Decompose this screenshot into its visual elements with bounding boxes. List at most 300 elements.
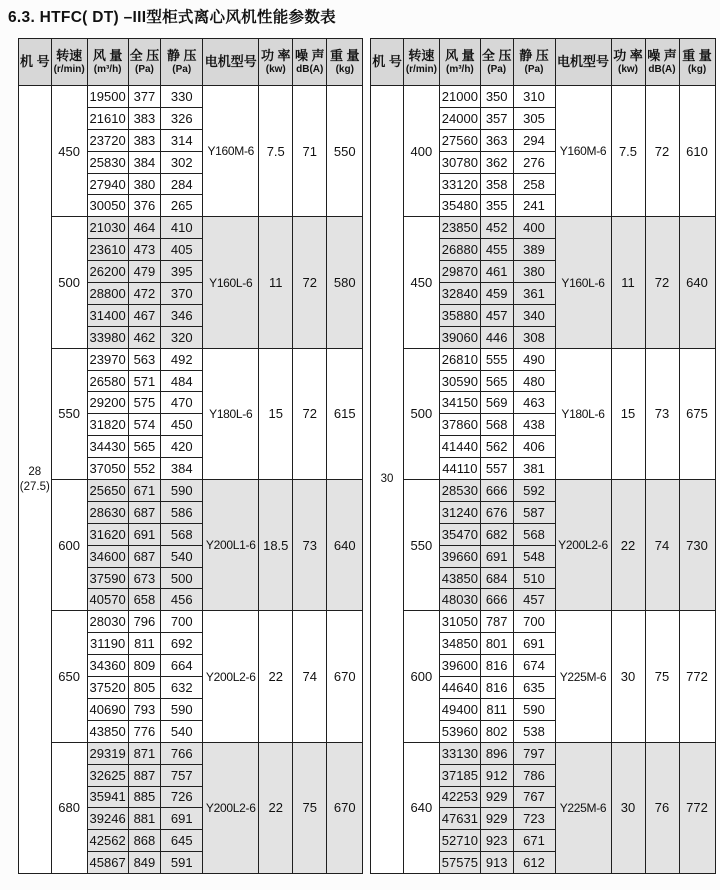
flow-cell: 53960 [439, 720, 480, 742]
flow-cell: 45867 [87, 852, 128, 874]
speed-cell: 650 [51, 611, 87, 742]
flow-cell: 34360 [87, 655, 128, 677]
noise-cell: 73 [293, 480, 327, 611]
total-pressure-cell: 687 [128, 545, 161, 567]
static-pressure-cell: 510 [513, 567, 555, 589]
table-row [371, 86, 715, 108]
static-pressure-cell: 612 [513, 852, 555, 874]
total-pressure-cell: 811 [480, 698, 513, 720]
power-cell: 11 [259, 217, 293, 348]
power-cell: 15 [259, 348, 293, 479]
speed-cell: 550 [403, 480, 439, 611]
static-pressure-cell: 346 [161, 304, 203, 326]
total-pressure-cell: 816 [480, 677, 513, 699]
noise-cell: 73 [645, 348, 679, 479]
header-row [19, 39, 363, 86]
motor-model-cell: Y200L2-6 [203, 611, 259, 742]
col-header-weight [679, 39, 715, 86]
total-pressure-cell: 562 [480, 436, 513, 458]
static-pressure-cell: 590 [161, 698, 203, 720]
static-pressure-cell: 586 [161, 501, 203, 523]
weight-cell: 772 [679, 742, 715, 873]
unit-no-line: 30 [380, 473, 394, 486]
static-pressure-cell: 320 [161, 326, 203, 348]
flow-cell: 48030 [439, 589, 480, 611]
static-pressure-cell: 700 [513, 611, 555, 633]
total-pressure-cell: 363 [480, 129, 513, 151]
total-pressure-cell: 809 [128, 655, 161, 677]
static-pressure-cell: 797 [513, 742, 555, 764]
col-header-total_pressure [128, 39, 161, 86]
static-pressure-cell: 484 [161, 370, 203, 392]
col-header-power [611, 39, 645, 86]
static-pressure-cell: 548 [513, 545, 555, 567]
static-pressure-cell: 308 [513, 326, 555, 348]
static-pressure-cell: 395 [161, 261, 203, 283]
static-pressure-cell: 691 [161, 808, 203, 830]
noise-cell: 76 [645, 742, 679, 873]
flow-cell: 41440 [439, 436, 480, 458]
total-pressure-cell: 671 [128, 480, 161, 502]
noise-cell: 75 [645, 611, 679, 742]
col-header-label: 功 率 [613, 48, 643, 64]
flow-cell: 35470 [439, 523, 480, 545]
noise-cell: 71 [293, 86, 327, 217]
col-header-label: 电机型号 [204, 54, 257, 70]
power-cell: 7.5 [611, 86, 645, 217]
unit-no-line: 28 [28, 465, 42, 478]
motor-model-cell: Y160L-6 [203, 217, 259, 348]
static-pressure-cell: 370 [161, 283, 203, 305]
flow-cell: 31050 [439, 611, 480, 633]
total-pressure-cell: 552 [128, 458, 161, 480]
total-pressure-cell: 568 [480, 414, 513, 436]
static-pressure-cell: 726 [161, 786, 203, 808]
flow-cell: 28630 [87, 501, 128, 523]
flow-cell: 31190 [87, 633, 128, 655]
col-header-unit: (m³/h) [445, 63, 474, 75]
flow-cell: 34850 [439, 633, 480, 655]
flow-cell: 37590 [87, 567, 128, 589]
static-pressure-cell: 389 [513, 239, 555, 261]
total-pressure-cell: 682 [480, 523, 513, 545]
flow-cell: 34150 [439, 392, 480, 414]
total-pressure-cell: 569 [480, 392, 513, 414]
flow-cell: 34430 [87, 436, 128, 458]
static-pressure-cell: 457 [513, 589, 555, 611]
col-header-unit: dB(A) [648, 63, 676, 75]
col-header-label: 风 量 [92, 48, 123, 64]
table-row [19, 348, 363, 370]
static-pressure-cell: 330 [161, 86, 203, 108]
flow-cell: 28530 [439, 480, 480, 502]
static-pressure-cell: 302 [161, 151, 203, 173]
flow-cell: 21610 [87, 107, 128, 129]
speed-cell: 640 [403, 742, 439, 873]
col-header-weight [327, 39, 363, 86]
col-header-label: 功 率 [260, 48, 291, 64]
flow-cell: 33120 [439, 173, 480, 195]
static-pressure-cell: 568 [513, 523, 555, 545]
flow-cell: 43850 [439, 567, 480, 589]
col-header-static_pressure [513, 39, 555, 86]
speed-cell: 550 [51, 348, 87, 479]
noise-cell: 75 [293, 742, 327, 873]
total-pressure-cell: 571 [128, 370, 161, 392]
total-pressure-cell: 574 [128, 414, 161, 436]
flow-cell: 32840 [439, 283, 480, 305]
total-pressure-cell: 565 [128, 436, 161, 458]
flow-cell: 24000 [439, 107, 480, 129]
flow-cell: 27560 [439, 129, 480, 151]
col-header-unit: (Pa) [487, 63, 507, 75]
total-pressure-cell: 666 [480, 480, 513, 502]
flow-cell: 29319 [87, 742, 128, 764]
table-row [371, 611, 715, 633]
static-pressure-cell: 361 [513, 283, 555, 305]
static-pressure-cell: 384 [161, 458, 203, 480]
total-pressure-cell: 462 [128, 326, 161, 348]
flow-cell: 26810 [439, 348, 480, 370]
flow-cell: 19500 [87, 86, 128, 108]
static-pressure-cell: 538 [513, 720, 555, 742]
total-pressure-cell: 923 [480, 830, 513, 852]
static-pressure-cell: 692 [161, 633, 203, 655]
col-header-label: 转速 [56, 48, 83, 64]
total-pressure-cell: 687 [128, 501, 161, 523]
flow-cell: 28030 [87, 611, 128, 633]
power-cell: 11 [611, 217, 645, 348]
static-pressure-cell: 480 [513, 370, 555, 392]
table-body [19, 86, 363, 874]
col-header-label: 重 量 [682, 48, 712, 64]
total-pressure-cell: 473 [128, 239, 161, 261]
header-row [371, 39, 715, 86]
flow-cell: 57575 [439, 852, 480, 874]
weight-cell: 640 [327, 480, 363, 611]
col-header-unit: (kg) [687, 63, 707, 75]
total-pressure-cell: 673 [128, 567, 161, 589]
flow-cell: 34600 [87, 545, 128, 567]
speed-cell: 400 [403, 86, 439, 217]
table-header [19, 39, 363, 86]
static-pressure-cell: 276 [513, 151, 555, 173]
total-pressure-cell: 355 [480, 195, 513, 217]
static-pressure-cell: 258 [513, 173, 555, 195]
static-pressure-cell: 284 [161, 173, 203, 195]
flow-cell: 23610 [87, 239, 128, 261]
total-pressure-cell: 929 [480, 786, 513, 808]
flow-cell: 31820 [87, 414, 128, 436]
weight-cell: 580 [327, 217, 363, 348]
static-pressure-cell: 664 [161, 655, 203, 677]
static-pressure-cell: 540 [161, 720, 203, 742]
motor-model-cell: Y160L-6 [555, 217, 611, 348]
static-pressure-cell: 587 [513, 501, 555, 523]
flow-cell: 30780 [439, 151, 480, 173]
flow-cell: 37520 [87, 677, 128, 699]
flow-cell: 37860 [439, 414, 480, 436]
static-pressure-cell: 492 [161, 348, 203, 370]
flow-cell: 26200 [87, 261, 128, 283]
col-header-label: 全 压 [129, 48, 160, 64]
motor-model-cell: Y160M-6 [203, 86, 259, 217]
flow-cell: 23970 [87, 348, 128, 370]
flow-cell: 39660 [439, 545, 480, 567]
total-pressure-cell: 383 [128, 129, 161, 151]
static-pressure-cell: 591 [161, 852, 203, 874]
total-pressure-cell: 384 [128, 151, 161, 173]
total-pressure-cell: 684 [480, 567, 513, 589]
static-pressure-cell: 766 [161, 742, 203, 764]
table-row [371, 217, 715, 239]
speed-cell: 500 [51, 217, 87, 348]
total-pressure-cell: 452 [480, 217, 513, 239]
col-header-power [259, 39, 293, 86]
static-pressure-cell: 463 [513, 392, 555, 414]
power-cell: 22 [611, 480, 645, 611]
flow-cell: 28800 [87, 283, 128, 305]
total-pressure-cell: 691 [480, 545, 513, 567]
total-pressure-cell: 555 [480, 348, 513, 370]
flow-cell: 23720 [87, 129, 128, 151]
flow-cell: 29870 [439, 261, 480, 283]
page-title: 6.3. HTFC( DT) –III型柜式离心风机性能参数表 [8, 9, 336, 26]
static-pressure-cell: 700 [161, 611, 203, 633]
col-header-unit: (m³/h) [93, 63, 122, 75]
col-header-unit: (Pa) [134, 63, 154, 75]
col-header-label: 全 压 [481, 48, 512, 64]
speed-cell: 450 [403, 217, 439, 348]
table-row [19, 742, 363, 764]
total-pressure-cell: 885 [128, 786, 161, 808]
flow-cell: 33980 [87, 326, 128, 348]
col-header-motor [203, 39, 259, 86]
static-pressure-cell: 380 [513, 261, 555, 283]
flow-cell: 23850 [439, 217, 480, 239]
flow-cell: 39600 [439, 655, 480, 677]
weight-cell: 670 [327, 742, 363, 873]
total-pressure-cell: 377 [128, 86, 161, 108]
col-header-noise [645, 39, 679, 86]
static-pressure-cell: 786 [513, 764, 555, 786]
total-pressure-cell: 887 [128, 764, 161, 786]
weight-cell: 550 [327, 86, 363, 217]
flow-cell: 35941 [87, 786, 128, 808]
power-cell: 22 [259, 611, 293, 742]
unit-no-cell [19, 86, 52, 874]
table-row [19, 480, 363, 502]
flow-cell: 32625 [87, 764, 128, 786]
col-header-static_pressure [161, 39, 203, 86]
total-pressure-cell: 666 [480, 589, 513, 611]
table-body [371, 86, 715, 874]
total-pressure-cell: 467 [128, 304, 161, 326]
static-pressure-cell: 326 [161, 107, 203, 129]
col-header-unit: (kw) [618, 63, 638, 75]
motor-model-cell: Y200L2-6 [555, 480, 611, 611]
static-pressure-cell: 456 [161, 589, 203, 611]
flow-cell: 44640 [439, 677, 480, 699]
static-pressure-cell: 450 [161, 414, 203, 436]
flow-cell: 44110 [439, 458, 480, 480]
static-pressure-cell: 568 [161, 523, 203, 545]
flow-cell: 31240 [439, 501, 480, 523]
tables-row [18, 38, 716, 874]
static-pressure-cell: 590 [161, 480, 203, 502]
col-header-label: 噪 声 [294, 48, 325, 64]
table-row [19, 86, 363, 108]
col-header-unit: (Pa) [172, 63, 192, 75]
weight-cell: 772 [679, 611, 715, 742]
total-pressure-cell: 461 [480, 261, 513, 283]
col-header-label: 静 压 [519, 48, 549, 64]
static-pressure-cell: 757 [161, 764, 203, 786]
col-header-label: 噪 声 [647, 48, 677, 64]
table-row [19, 217, 363, 239]
motor-model-cell: Y200L2-6 [203, 742, 259, 873]
power-cell: 30 [611, 742, 645, 873]
total-pressure-cell: 658 [128, 589, 161, 611]
table-row [371, 348, 715, 370]
static-pressure-cell: 265 [161, 195, 203, 217]
flow-cell: 43850 [87, 720, 128, 742]
total-pressure-cell: 929 [480, 808, 513, 830]
power-cell: 22 [259, 742, 293, 873]
flow-cell: 31620 [87, 523, 128, 545]
col-header-unit: (Pa) [524, 63, 544, 75]
col-header-flow [87, 39, 128, 86]
static-pressure-cell: 767 [513, 786, 555, 808]
weight-cell: 610 [679, 86, 715, 217]
total-pressure-cell: 376 [128, 195, 161, 217]
total-pressure-cell: 380 [128, 173, 161, 195]
noise-cell: 74 [645, 480, 679, 611]
total-pressure-cell: 896 [480, 742, 513, 764]
weight-cell: 670 [327, 611, 363, 742]
total-pressure-cell: 912 [480, 764, 513, 786]
motor-model-cell: Y200L1-6 [203, 480, 259, 611]
flow-cell: 37050 [87, 458, 128, 480]
col-header-unit: dB(A) [296, 63, 324, 75]
col-header-label: 机 号 [20, 54, 50, 70]
flow-cell: 49400 [439, 698, 480, 720]
static-pressure-cell: 671 [513, 830, 555, 852]
total-pressure-cell: 457 [480, 304, 513, 326]
total-pressure-cell: 383 [128, 107, 161, 129]
static-pressure-cell: 470 [161, 392, 203, 414]
flow-cell: 39246 [87, 808, 128, 830]
col-header-speed [403, 39, 439, 86]
total-pressure-cell: 472 [128, 283, 161, 305]
total-pressure-cell: 811 [128, 633, 161, 655]
static-pressure-cell: 500 [161, 567, 203, 589]
col-header-unit: (kg) [335, 63, 354, 75]
static-pressure-cell: 438 [513, 414, 555, 436]
speed-cell: 450 [51, 86, 87, 217]
total-pressure-cell: 871 [128, 742, 161, 764]
noise-cell: 72 [645, 86, 679, 217]
static-pressure-cell: 691 [513, 633, 555, 655]
total-pressure-cell: 849 [128, 852, 161, 874]
total-pressure-cell: 479 [128, 261, 161, 283]
flow-cell: 40570 [87, 589, 128, 611]
col-header-label: 机 号 [372, 54, 402, 70]
noise-cell: 72 [293, 348, 327, 479]
col-header-label: 电机型号 [556, 54, 609, 70]
col-header-noise [293, 39, 327, 86]
unit-no-line: (27.5) [19, 480, 50, 493]
flow-cell: 42562 [87, 830, 128, 852]
static-pressure-cell: 405 [161, 239, 203, 261]
static-pressure-cell: 490 [513, 348, 555, 370]
col-header-unit_no [371, 39, 404, 86]
power-cell: 15 [611, 348, 645, 479]
flow-cell: 30050 [87, 195, 128, 217]
total-pressure-cell: 358 [480, 173, 513, 195]
flow-cell: 27940 [87, 173, 128, 195]
weight-cell: 640 [679, 217, 715, 348]
total-pressure-cell: 796 [128, 611, 161, 633]
static-pressure-cell: 406 [513, 436, 555, 458]
total-pressure-cell: 816 [480, 655, 513, 677]
flow-cell: 42253 [439, 786, 480, 808]
col-header-unit: (r/min) [405, 63, 437, 75]
flow-cell: 39060 [439, 326, 480, 348]
col-header-unit: (kw) [265, 63, 286, 75]
noise-cell: 74 [293, 611, 327, 742]
noise-cell: 72 [293, 217, 327, 348]
total-pressure-cell: 805 [128, 677, 161, 699]
static-pressure-cell: 294 [513, 129, 555, 151]
total-pressure-cell: 913 [480, 852, 513, 874]
motor-model-cell: Y225M-6 [555, 742, 611, 873]
weight-cell: 730 [679, 480, 715, 611]
total-pressure-cell: 676 [480, 501, 513, 523]
flow-cell: 29200 [87, 392, 128, 414]
total-pressure-cell: 455 [480, 239, 513, 261]
static-pressure-cell: 635 [513, 677, 555, 699]
fan-table-left [18, 38, 363, 874]
total-pressure-cell: 362 [480, 151, 513, 173]
table-row [19, 611, 363, 633]
total-pressure-cell: 565 [480, 370, 513, 392]
flow-cell: 25830 [87, 151, 128, 173]
speed-cell: 600 [403, 611, 439, 742]
col-header-unit: (r/min) [53, 63, 85, 75]
static-pressure-cell: 723 [513, 808, 555, 830]
col-header-speed [51, 39, 87, 86]
static-pressure-cell: 310 [513, 86, 555, 108]
static-pressure-cell: 674 [513, 655, 555, 677]
col-header-total_pressure [480, 39, 513, 86]
total-pressure-cell: 868 [128, 830, 161, 852]
table-row [371, 742, 715, 764]
total-pressure-cell: 802 [480, 720, 513, 742]
flow-cell: 25650 [87, 480, 128, 502]
static-pressure-cell: 410 [161, 217, 203, 239]
total-pressure-cell: 793 [128, 698, 161, 720]
speed-cell: 600 [51, 480, 87, 611]
total-pressure-cell: 350 [480, 86, 513, 108]
flow-cell: 35880 [439, 304, 480, 326]
total-pressure-cell: 801 [480, 633, 513, 655]
speed-cell: 680 [51, 742, 87, 873]
total-pressure-cell: 776 [128, 720, 161, 742]
static-pressure-cell: 340 [513, 304, 555, 326]
speed-cell: 500 [403, 348, 439, 479]
flow-cell: 52710 [439, 830, 480, 852]
